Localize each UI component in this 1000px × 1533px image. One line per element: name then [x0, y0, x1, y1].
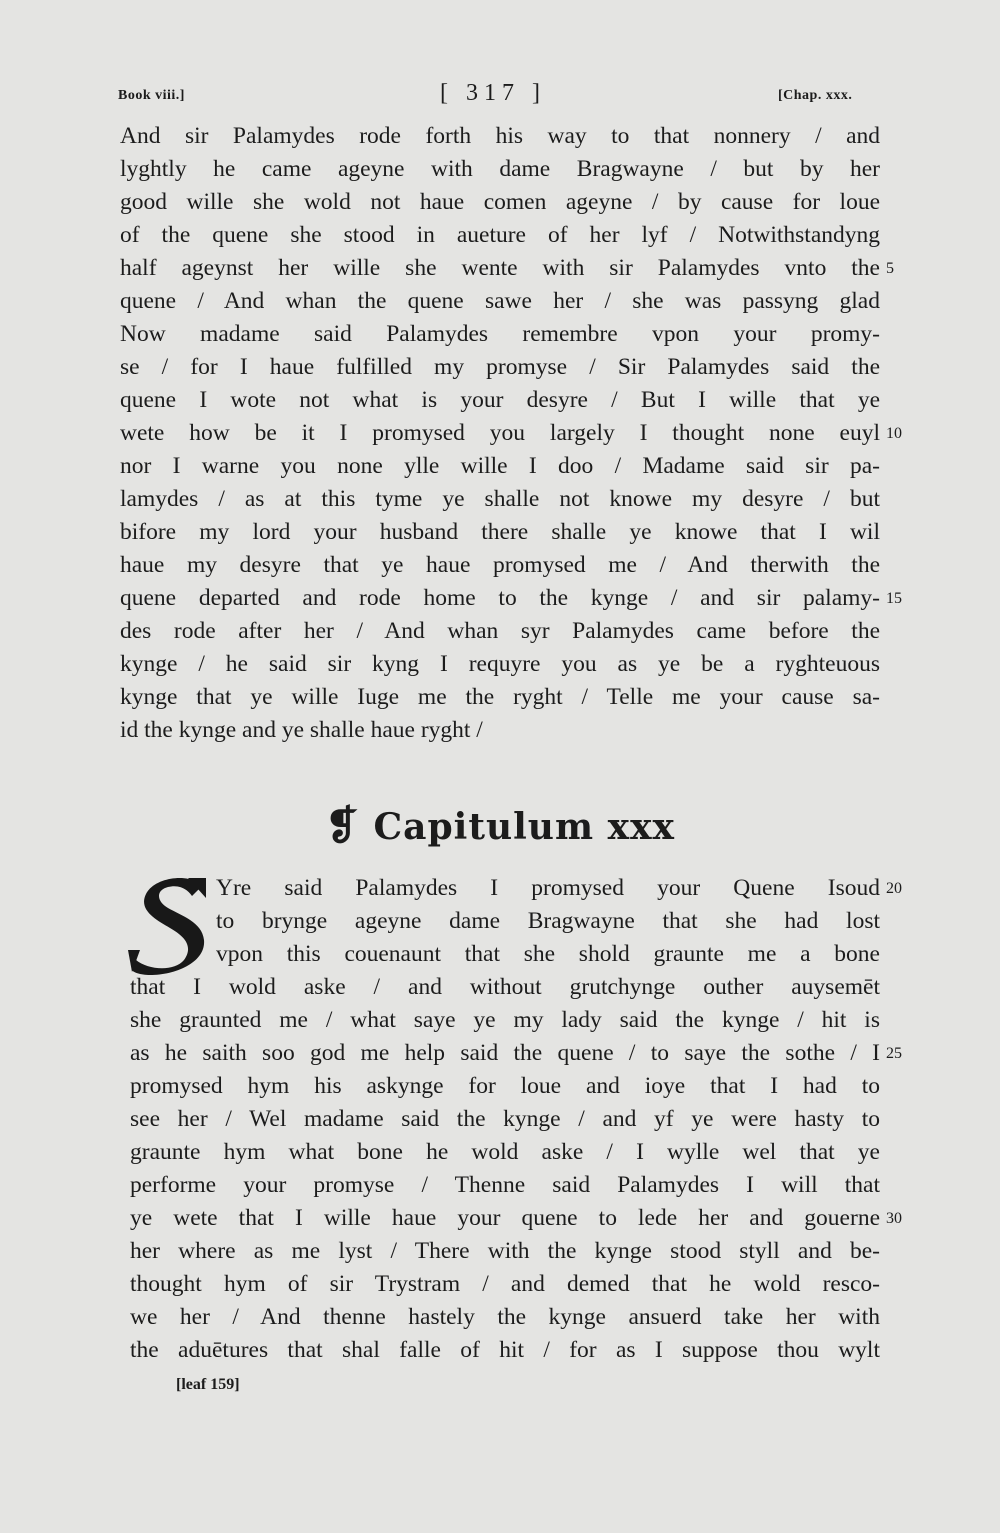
text-line: quene I wote not what is your desyre / But I wille that ye: [120, 387, 880, 413]
line-number: 25: [886, 1045, 902, 1062]
text-line: promysed hym his askynge for loue and ioye that I had to: [130, 1073, 880, 1099]
text-line: wete how be it I promysed you largely I thought none euyl: [120, 420, 880, 446]
text-line: vpon this couenaunt that she shold graunte me a bone: [216, 941, 880, 967]
text-line: her where as me lyst / There with the kynge stood styll and be-: [130, 1238, 880, 1264]
text-line: that I wold aske / and without grutchynge outher auysemēt: [130, 974, 880, 1000]
text-line: quene / And whan the quene sawe her / she was passyng glad: [120, 288, 880, 314]
line-number: 15: [886, 590, 902, 607]
text-line: lyghtly he came ageyne with dame Bragwayne / but by her: [120, 156, 880, 182]
text-line: se / for I haue fulfilled my promyse / Sir Palamydes said the: [120, 354, 880, 380]
text-line: to brynge ageyne dame Bragwayne that she had lost: [216, 908, 880, 934]
text-line: performe your promyse / Thenne said Palamydes I will that: [130, 1172, 880, 1198]
text-line: bifore my lord your husband there shalle ye knowe that I wil: [120, 519, 880, 545]
running-header: [0, 80, 1000, 110]
text-line: the aduētures that shal falle of hit / for as I suppose thou wylt: [130, 1337, 880, 1363]
chapter-label: [Chap. xxx.: [778, 88, 853, 103]
text-line: kynge / he said sir kyng I requyre you as ye be a ryghteuous: [120, 651, 880, 677]
line-number: 5: [886, 260, 894, 277]
pilcrow-icon: ❡: [324, 802, 360, 849]
line-number: 20: [886, 880, 902, 897]
text-line: good wille she wold not haue comen ageyne / by cause for loue: [120, 189, 880, 215]
book-label: Book viii.]: [118, 88, 185, 103]
text-line: see her / Wel madame said the kynge / and yf ye were hasty to: [130, 1106, 880, 1132]
drop-cap-initial: [126, 876, 212, 976]
text-line: as he saith soo god me help said the quene / to saye the sothe / I: [130, 1040, 880, 1066]
text-line: we her / And thenne hastely the kynge ansuerd take her with: [130, 1304, 880, 1330]
text-line: kynge that ye wille Iuge me the ryght / Telle me your cause sa-: [120, 684, 880, 710]
text-line: quene departed and rode home to the kynge / and sir palamy-: [120, 585, 880, 611]
drop-cap-s-icon: [126, 876, 212, 976]
text-line: And sir Palamydes rode forth his way to that nonnery / and: [120, 123, 880, 149]
text-line: graunte hym what bone he wold aske / I wylle wel that ye: [130, 1139, 880, 1165]
text-line: of the quene she stood in aueture of her lyf / Notwithstandyng: [120, 222, 880, 248]
text-line: Yre said Palamydes I promysed your Quene Isoud: [216, 875, 880, 901]
leaf-marker: [leaf 159]: [176, 1376, 240, 1393]
text-line: half ageynst her wille she wente with sir Palamydes vnto the: [120, 255, 880, 281]
text-line: haue my desyre that ye haue promysed me / And therwith the: [120, 552, 880, 578]
text-line: she graunted me / what saye ye my lady said the kynge / hit is: [130, 1007, 880, 1033]
line-number: 10: [886, 425, 902, 442]
text-line: lamydes / as at this tyme ye shalle not knowe my desyre / but: [120, 486, 880, 512]
text-line: thought hym of sir Trystram / and demed that he wold resco-: [130, 1271, 880, 1297]
text-line: Now madame said Palamydes remembre vpon your promy-: [120, 321, 880, 347]
chapter-heading-text: Capitulum xxx: [373, 806, 675, 848]
chapter-heading: [0, 802, 1000, 849]
text-line: des rode after her / And whan syr Palamydes came before the: [120, 618, 880, 644]
text-line: ye wete that I wille haue your quene to lede her and gouerne: [130, 1205, 880, 1231]
page-number: [ 317 ]: [440, 80, 546, 106]
text-line: id the kynge and ye shalle haue ryght /: [120, 717, 483, 743]
text-line: nor I warne you none ylle wille I doo / Madame said sir pa-: [120, 453, 880, 479]
line-number: 30: [886, 1210, 902, 1227]
